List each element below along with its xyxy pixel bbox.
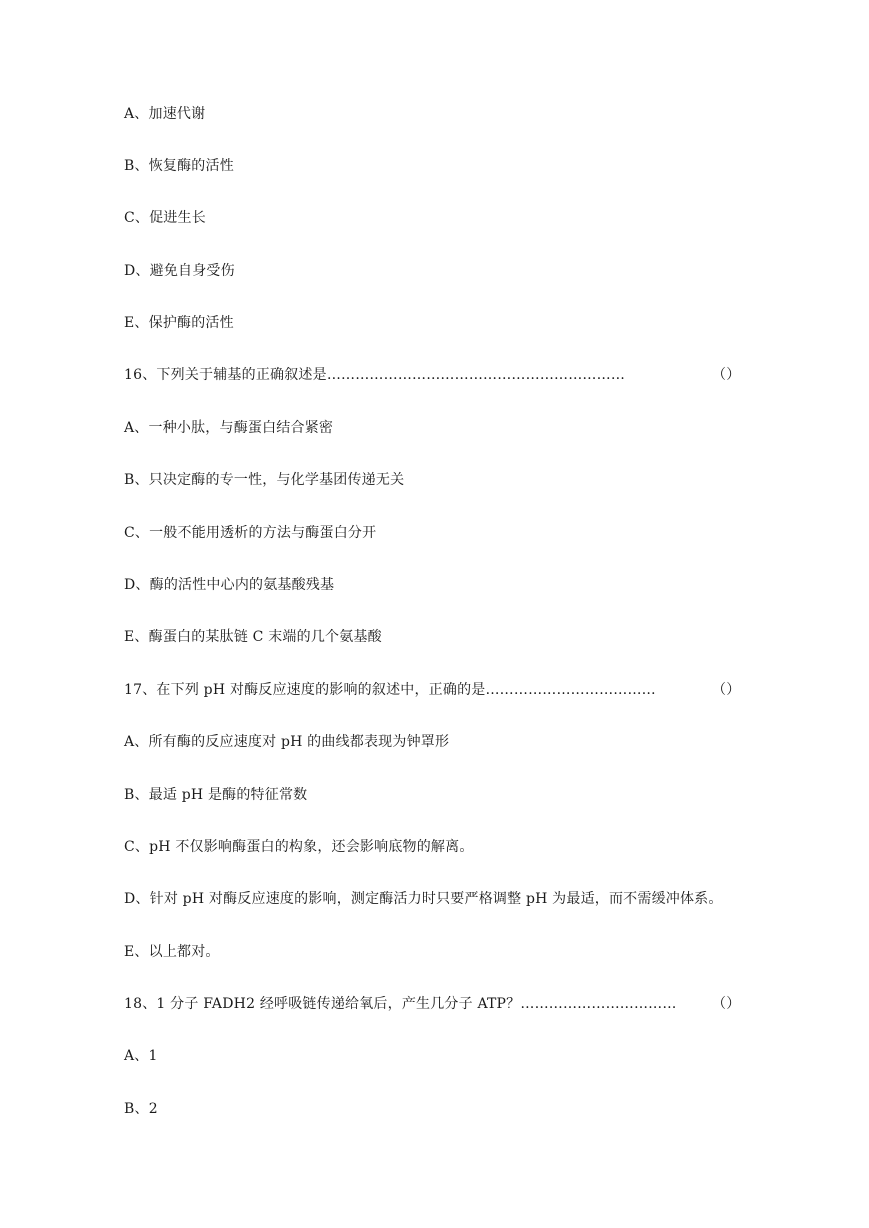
question-16-answer-bracket: （） bbox=[712, 367, 741, 383]
question-16-option-e: E、酶蛋白的某肽链 C 末端的几个氨基酸 bbox=[124, 629, 382, 645]
question-17-answer-bracket: （） bbox=[712, 682, 741, 698]
question-17-text: 17、在下列 pH 对酶反应速度的影响的叙述中，正确的是……………………………… bbox=[124, 682, 656, 698]
question-18 bbox=[124, 994, 744, 1014]
question-18-option-b: B、2 bbox=[124, 1101, 158, 1117]
question-16-option-d: D、酶的活性中心内的氨基酸残基 bbox=[124, 577, 335, 593]
question-17 bbox=[124, 680, 744, 700]
question-17-option-a: A、所有酶的反应速度对 pH 的曲线都表现为钟罩形 bbox=[124, 734, 450, 750]
question-16 bbox=[124, 365, 744, 385]
question-18-option-a: A、1 bbox=[124, 1048, 158, 1064]
question-17-option-c: C、pH 不仅影响酶蛋白的构象，还会影响底物的解离。 bbox=[124, 839, 474, 855]
option-b-line: B、恢复酶的活性 bbox=[124, 158, 234, 174]
question-18-text: 18、1 分子 FADH2 经呼吸链传递给氧后，产生几分子 ATP？…………………………… bbox=[124, 996, 677, 1012]
question-16-option-c: C、一般不能用透析的方法与酶蛋白分开 bbox=[124, 525, 377, 541]
question-17-option-b: B、最适 pH 是酶的特征常数 bbox=[124, 787, 308, 803]
question-16-option-b: B、只决定酶的专一性，与化学基团传递无关 bbox=[124, 472, 405, 488]
question-16-text: 16、下列关于辅基的正确叙述是……………………………………………………… bbox=[124, 367, 626, 383]
question-17-option-d: D、针对 pH 对酶反应速度的影响，测定酶活力时只要严格调整 pH 为最适，而不需缓冲体系。 bbox=[124, 891, 723, 907]
question-18-answer-bracket: （） bbox=[712, 996, 741, 1012]
question-17-option-e: E、以上都对。 bbox=[124, 944, 220, 960]
option-d-line: D、避免自身受伤 bbox=[124, 263, 235, 279]
option-a-line: A、加速代谢 bbox=[124, 106, 206, 122]
option-e-line: E、保护酶的活性 bbox=[124, 315, 234, 331]
option-c-line: C、促进生长 bbox=[124, 210, 206, 226]
question-16-option-a: A、一种小肽，与酶蛋白结合紧密 bbox=[124, 420, 334, 436]
